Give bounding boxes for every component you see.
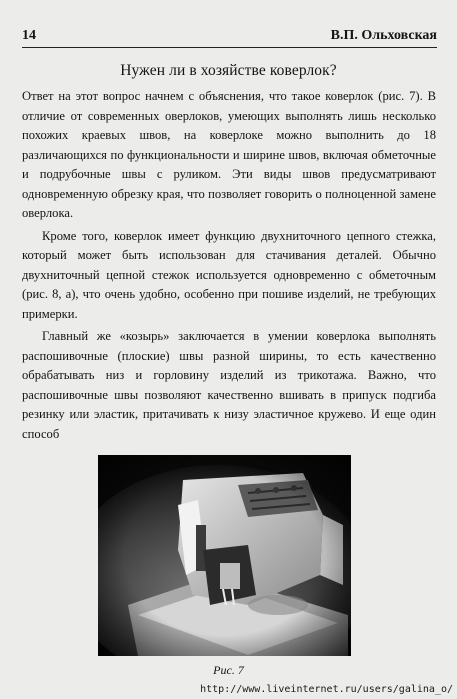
watermark-url: http://www.liveinternet.ru/users/galina_o/ — [200, 684, 453, 695]
paragraph-3: Главный же «козырь» заключается в умении коверлока выполнять распошивочные (плоские) швы разной ширины, то есть качественно обрабатывать низ и горловину изделий из трикотажа. Важно, что распошивочные швы позволяют качественно вшивать в припуск подгиба резинку или эластик, притачивать к низу эластичное кружево. И еще один способ — [22, 329, 436, 441]
paragraph-1: Ответ на этот вопрос начнем с объяснения, что такое коверлок (рис. 7). В отличие от современных оверлоков, умеющих выполнять лишь несколько похожих краевых швов, на коверлоке можно выполнить до 18 различающихся по функциональности и ширине швов, включая обметочные и подрубочные швы с руликом. Эти виды швов предусматривают одновременную обрезку края, что позволяет говорить о полноценной замене оверлока. — [22, 89, 436, 220]
body-text — [22, 87, 436, 447]
figure-caption: Рис. 7 — [213, 663, 244, 677]
coverlock-machine-illustration — [98, 455, 351, 656]
header-rule — [22, 47, 437, 48]
coverlock-photo — [98, 455, 351, 656]
author-name: В.П. Ольховская — [330, 28, 437, 43]
running-header — [22, 24, 437, 44]
paragraph-2: Кроме того, коверлок имеет функцию двухниточного цепного стежка, который может быть использован для стачивания деталей. Обычно двухниточный цепной стежок используется одновременно с обметочным (рис. 8, а), что очень удобно, особенно при пошиве изделий, не требующих примерки. — [22, 228, 436, 321]
section-title: Нужен ли в хозяйстве коверлок? — [120, 62, 337, 79]
page-number: 14 — [22, 28, 36, 43]
